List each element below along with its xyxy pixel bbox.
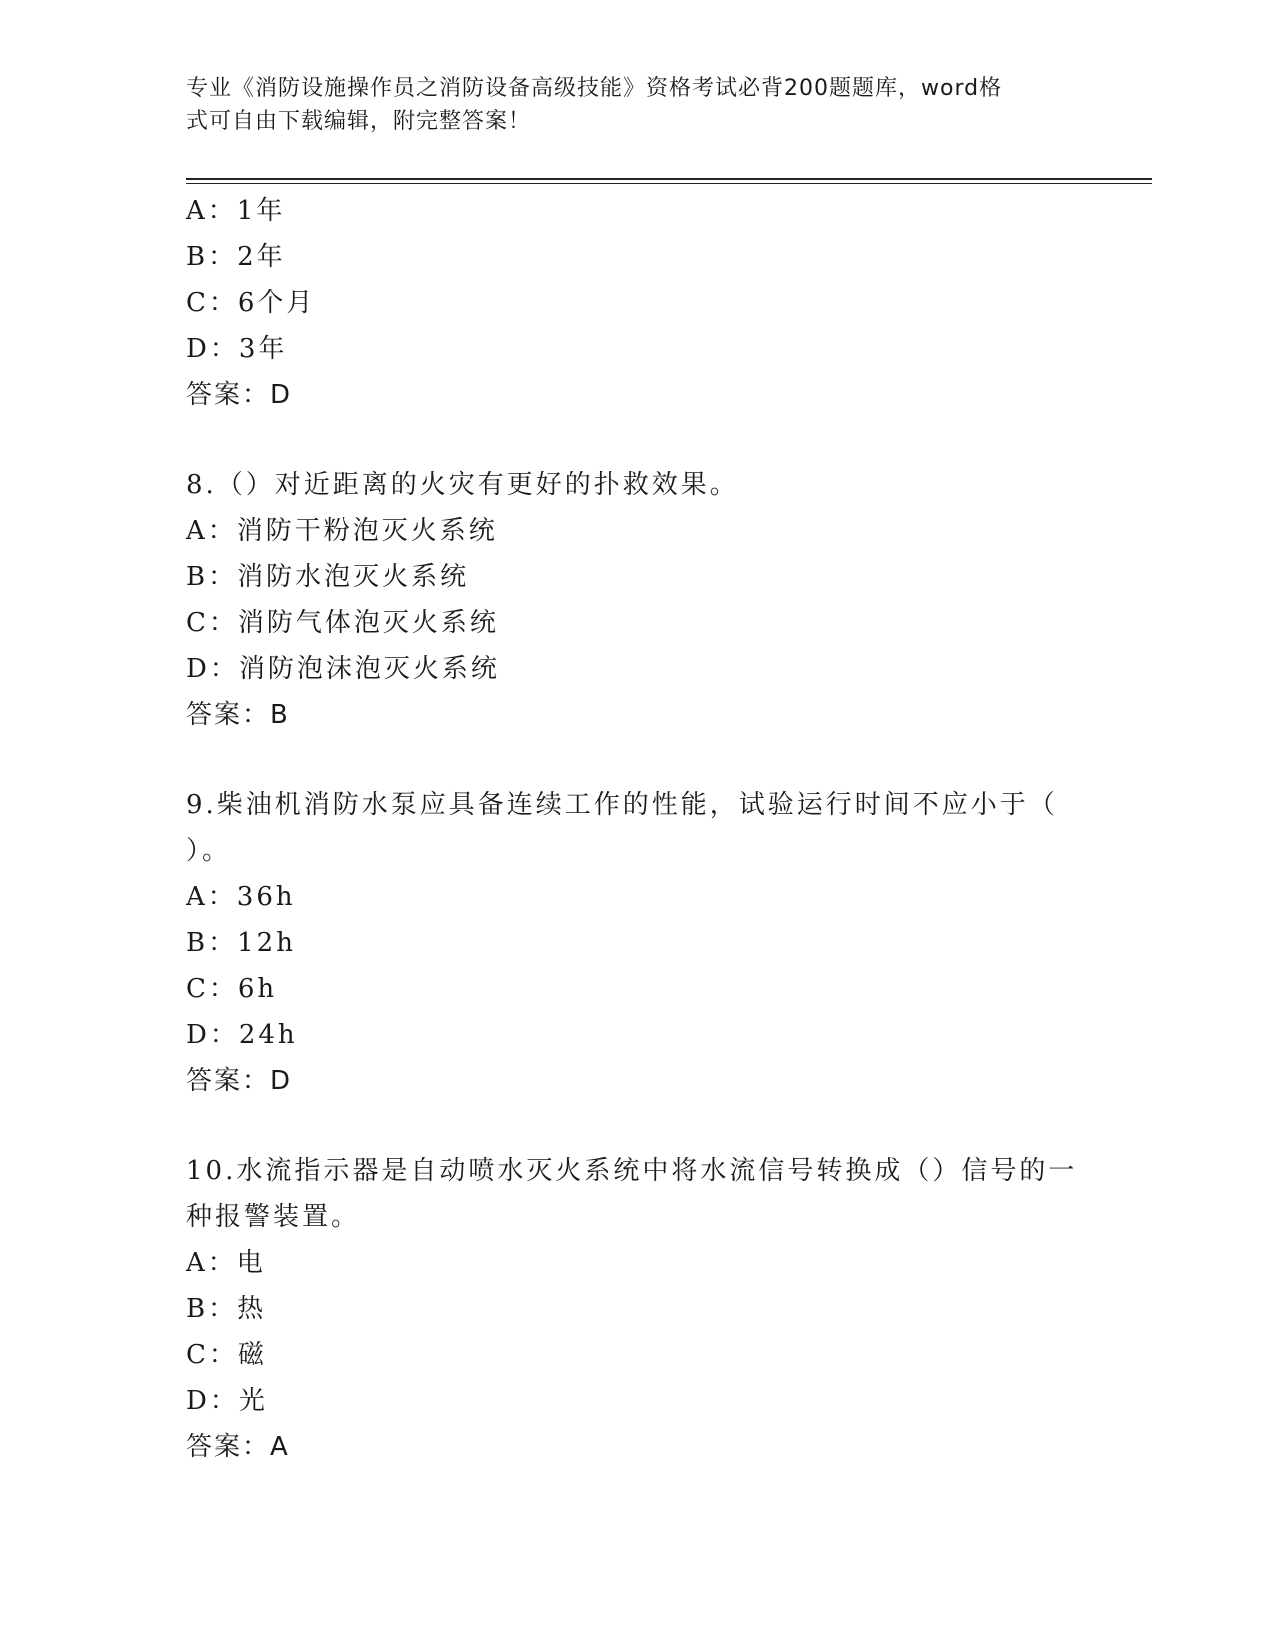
option-c: C：消防气体泡灭火系统 <box>186 608 499 638</box>
option-c: C：磁 <box>186 1340 267 1370</box>
answer: 答案：D <box>186 1066 293 1096</box>
header-line-2: 式可自由下载编辑，附完整答案！ <box>186 109 532 134</box>
question-text-line-1: 9.柴油机消防水泵应具备连续工作的性能，试验运行时间不应小于（ <box>186 790 1058 820</box>
option-d: D：光 <box>186 1386 268 1416</box>
answer: 答案：D <box>186 380 293 410</box>
option-a: A：1年 <box>186 196 286 226</box>
option-a: A：36h <box>186 882 296 912</box>
answer: 答案：A <box>186 1432 290 1462</box>
question-text-line-1: 10.水流指示器是自动喷水灭火系统中将水流信号转换成（）信号的一 <box>186 1156 1078 1186</box>
question-10 <box>186 1148 1086 1470</box>
option-a: A：电 <box>186 1248 266 1278</box>
question-list <box>186 188 1086 1470</box>
header-rule-thick <box>186 178 1152 180</box>
option-d: D：24h <box>186 1020 298 1050</box>
header-rule-thin <box>186 183 1152 184</box>
option-d: D：3年 <box>186 334 288 364</box>
question-text-line-2: ）。 <box>186 836 232 866</box>
option-b: B：热 <box>186 1294 267 1324</box>
option-b: B：2年 <box>186 242 286 272</box>
option-a: A：消防干粉泡灭火系统 <box>186 516 498 546</box>
question-9 <box>186 782 1086 1104</box>
question-7 <box>186 188 1086 418</box>
document-header <box>186 72 1066 138</box>
option-c: C：6个月 <box>186 288 316 318</box>
question-8 <box>186 462 1086 738</box>
question-text: 8.（）对近距离的火灾有更好的扑救效果。 <box>186 470 739 500</box>
answer: 答案：B <box>186 700 290 730</box>
question-text-line-2: 种报警装置。 <box>186 1202 361 1232</box>
option-b: B：消防水泡灭火系统 <box>186 562 470 592</box>
option-d: D：消防泡沫泡灭火系统 <box>186 654 500 684</box>
header-line-1: 专业《消防设施操作员之消防设备高级技能》资格考试必背200题题库，word格 <box>186 76 1003 101</box>
option-c: C：6h <box>186 974 278 1004</box>
option-b: B：12h <box>186 928 296 958</box>
